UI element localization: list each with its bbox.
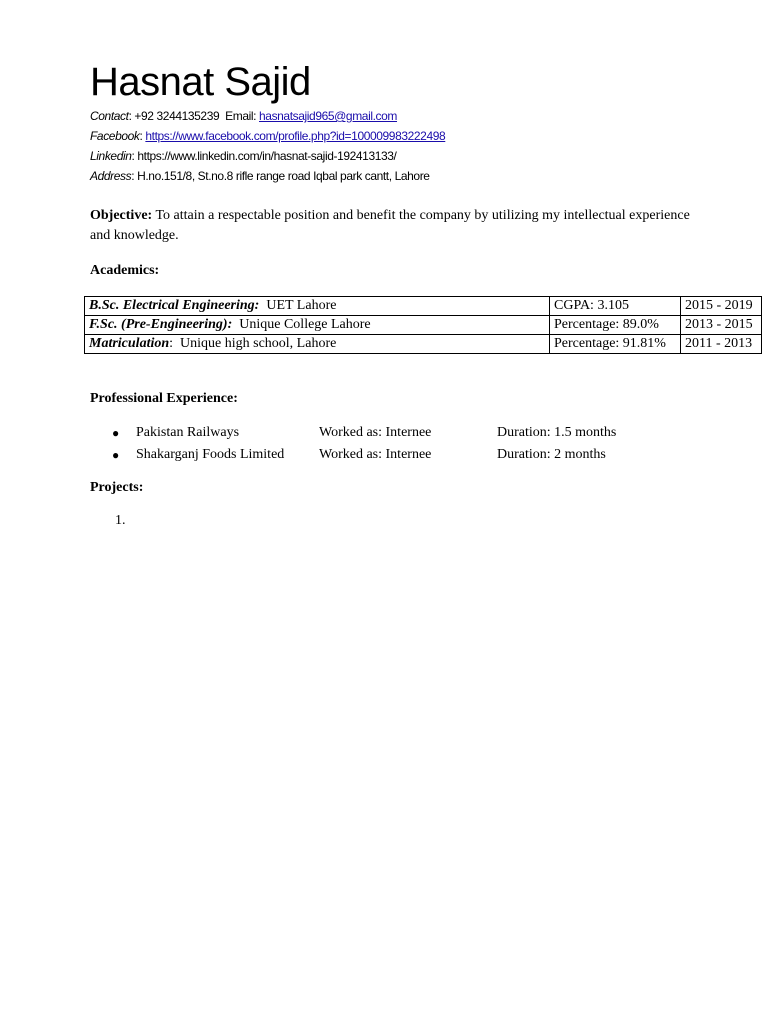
years-cell: 2011 - 2013 [681,335,762,354]
linkedin-line [90,148,396,164]
facebook-label: Facebook [90,129,140,143]
years-cell: 2015 - 2019 [681,297,762,316]
projects-heading: Projects: [90,480,144,495]
company-name: Pakistan Railways [136,425,240,440]
contact-label: Contact [90,109,129,123]
bullet-icon: ● [112,426,120,440]
objective-section [90,206,690,246]
address-line [90,168,430,184]
table-row [85,316,762,335]
company-name: Shakarganj Foods Limited [136,447,285,462]
degree-cell [85,316,550,335]
email-label: Email: [225,109,260,123]
degree-cell [85,297,550,316]
project-item: 1. [115,513,126,528]
objective-text: To attain a respectable position and benefit the company by utilizing my intellectual experience and knowledge. [90,208,690,243]
score-cell: Percentage: 91.81% [550,335,681,354]
score-cell: CGPA: 3.105 [550,297,681,316]
role-text: Worked as: Internee [319,425,432,440]
role-text: Worked as: Internee [319,447,432,462]
contact-line [90,108,397,124]
facebook-line [90,128,445,144]
list-item [0,423,768,443]
academics-table [84,296,762,354]
degree-name: F.Sc. (Pre-Engineering): [89,317,233,332]
objective-label: Objective: [90,208,153,223]
table-row [85,297,762,316]
degree-name: Matriculation [89,336,170,351]
institution-name: UET Lahore [259,298,337,313]
institution-name: : Unique high school, Lahore [169,336,337,351]
years-cell: 2013 - 2015 [681,316,762,335]
experience-heading: Professional Experience: [90,391,238,406]
degree-cell [85,335,550,354]
duration-text: Duration: 1.5 months [497,425,617,440]
list-item [0,445,768,465]
candidate-name: Hasnat Sajid [90,60,311,104]
email-link[interactable]: hasnatsajid965@gmail.com [259,109,398,123]
degree-name: B.Sc. Electrical Engineering: [89,298,260,313]
score-cell: Percentage: 89.0% [550,316,681,335]
institution-name: Unique College Lahore [232,317,371,332]
address-text: : H.no.151/8, St.no.8 rifle range road Iqbal park cantt, Lahore [131,169,430,183]
facebook-link[interactable]: https://www.facebook.com/profile.php?id=100009983222498 [145,129,446,143]
linkedin-label: Linkedin [90,149,132,163]
bullet-icon: ● [112,448,120,462]
facebook-sep: : [139,129,146,143]
phone-number: : +92 3244135239 [128,109,220,123]
academics-heading: Academics: [90,263,160,278]
address-label: Address [90,169,132,183]
table-row [85,335,762,354]
duration-text: Duration: 2 months [497,447,606,462]
linkedin-url: : https://www.linkedin.com/in/hasnat-sajid-192413133/ [131,149,397,163]
